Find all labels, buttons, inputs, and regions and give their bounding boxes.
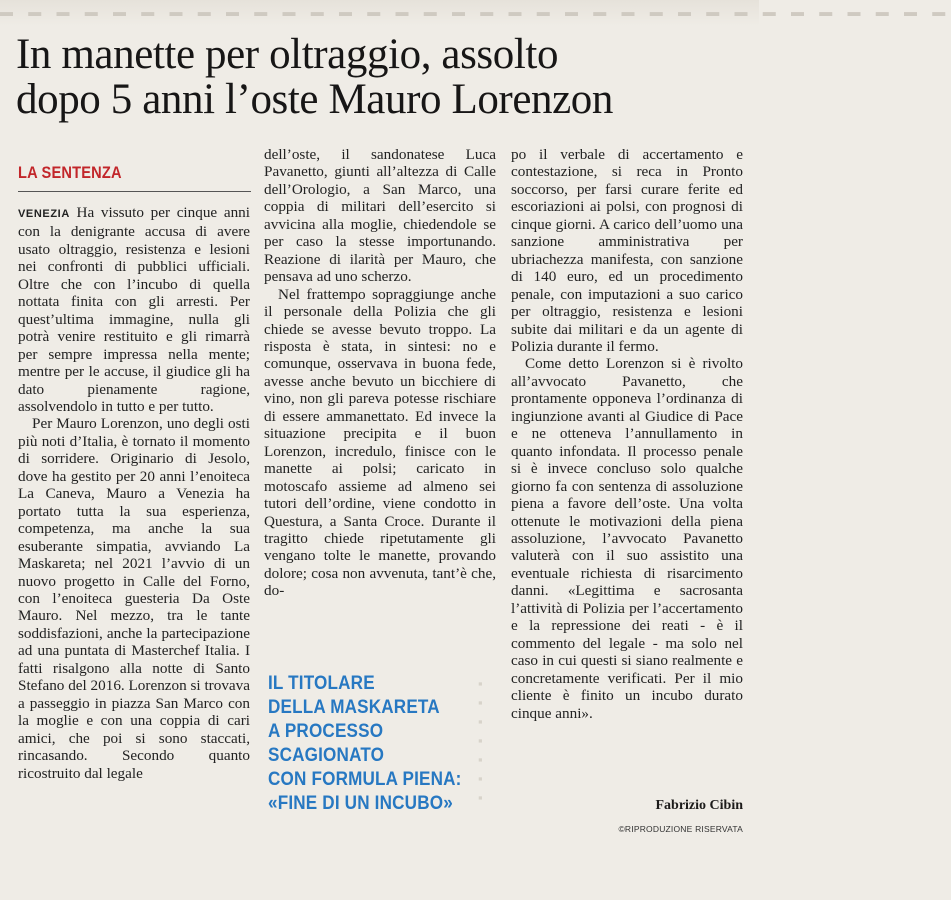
lead-paragraph <box>18 204 250 415</box>
paragraph: Come detto Lorenzon si è rivolto all’avvocato Pavanetto, che prontamente opponeva l’ordinanza di ingiunzione avanti al Giudice di Pace e ne otteneva l’annullamento in quanto infondata. Il processo penale si è invece concluso solo qualche giorno fa con sentenza di assoluzione piena a favore dell’oste. Una volta ottenute le motivazioni della piena assoluzione, l’avvocato Pavanetto valuterà con il suo assistito una eventuale richiesta di risarcimento danni. «Legittima e sacrosanta l’attività di Polizia per l’accertamento e la repressione dei reati - è il commento del legale - ma solo nel caso in cui questi si siano realmente e concretamente verificati. Per il mio cliente è finito un incubo durato cinque anni». <box>511 355 743 722</box>
dateline: VENEZIA <box>18 208 70 220</box>
paragraph: dell’oste, il sandonatese Luca Pavanetto, giunti all’altezza di Calle dell’Orologio, a San Marco, una coppia di militari dell’esercito si avvicina alla moglie, chiedendole se per caso la stesse importunando. Reazione di ilarità per Mauro, che pensava ad uno scherzo. <box>264 146 496 286</box>
section-kicker: LA SENTENZA <box>18 163 122 182</box>
copyright-notice: ©RIPRODUZIONE RISERVATA <box>618 824 743 834</box>
article-column-1 <box>18 204 250 782</box>
pull-quote: IL TITOLARE DELLA MASKARETA A PROCESSO SCAGIONATO CON FORMULA PIENA: «FINE DI UN INCUBO» <box>268 673 462 814</box>
article-column-3 <box>511 146 743 722</box>
paragraph: Nel frattempo sopraggiunge anche il personale della Polizia che gli chiede se avesse bevuto troppo. La risposta è stata, in sintesi: no e comunque, osservava in buona fede, avesse anche bevuto un bicchiere di vino, non gli pareva potesse rischiare di essere ammanettato. Ed invece la situazione precipita e il buon Lorenzon, incredulo, finisce con le manette ai polsi; caricato in motoscafo assieme ad almeno sei tutori dell’ordine, viene condotto in Questura, a Santa Croce. Durante il tragitto chiede ripetutamente gli vengano tolte le manette, provando dolore; cosa non avvenuta, tant’è che, do- <box>264 285 496 600</box>
kicker-divider <box>18 191 251 192</box>
article-headline: In manette per oltraggio, assolto dopo 5 anni l’oste Mauro Lorenzon <box>16 31 614 123</box>
paragraph: po il verbale di accertamento e contestazione, si reca in Pronto soccorso, per farsi curare ferite ed escoriazioni ai polsi, con prognosi di cinque giorni. A carico dell’uomo una sanzione amministrativa per ubriachezza manifesta, con sanzione di 140 euro, ed un procedimento penale, con imputazioni a suo carico per oltraggio, resistenza e lesioni subite dai militari e da un agente di Polizia durante il fermo. <box>511 146 743 355</box>
paragraph: Per Mauro Lorenzon, uno degli osti più noti d’Italia, è tornato il momento di sorridere. Originario di Jesolo, dove ha gestito per 20 anni l’enoiteca La Caneva, Mauro a Venezia ha portato tutta la sua esperienza, competenza, ma anche la sua esuberante simpatia, avviando La Maskareta; nel 2021 l’avvio di un nuovo progetto in Calle del Forno, con l’enoiteca guesteria Da Oste Mauro. Nel mezzo, tra le tante soddisfazioni, anche la partecipazione ad una puntata di Masterchef Italia. I fatti risalgono alla notte di Santo Stefano del 2016. Lorenzon si trovava a passeggio in piazza San Marco con la moglie e con una coppia di cari amici, che poi si sono staccati, rincasando. Secondo quanto ricostruito dal legale <box>18 415 250 782</box>
previous-page-bleed <box>0 0 951 26</box>
paragraph-text: Ha vissuto per cinque anni con la denigrante accusa di avere usato oltraggio, resistenza e lesioni nei confronti di pubblici ufficiali. Oltre che con l’incubo di quella nottata finita con gli arresti. Per quest’ultima immagine, nulla gli potrà venire restituito e gli rimarrà per sempre impressa nella mente; mentre per le accuse, il giudice gli ha dato pienamente ragione, assolvendolo in tutto e per tutto. <box>18 204 250 415</box>
show-through-print: ▪ ▪ ▪ ▪ ▪ ▪ ▪ <box>478 676 483 805</box>
bleed-texture: ▬ ▬ ▬ ▬ ▬ ▬ ▬ ▬ ▬ ▬ ▬ ▬ ▬ ▬ ▬ ▬ ▬ ▬ ▬ ▬ ▬ ▬ ▬ ▬ ▬ ▬ ▬ ▬ ▬ ▬ ▬ ▬ ▬ ▬ <box>0 4 951 19</box>
article-column-2 <box>264 146 496 600</box>
author-byline: Fabrizio Cibin <box>655 798 743 813</box>
